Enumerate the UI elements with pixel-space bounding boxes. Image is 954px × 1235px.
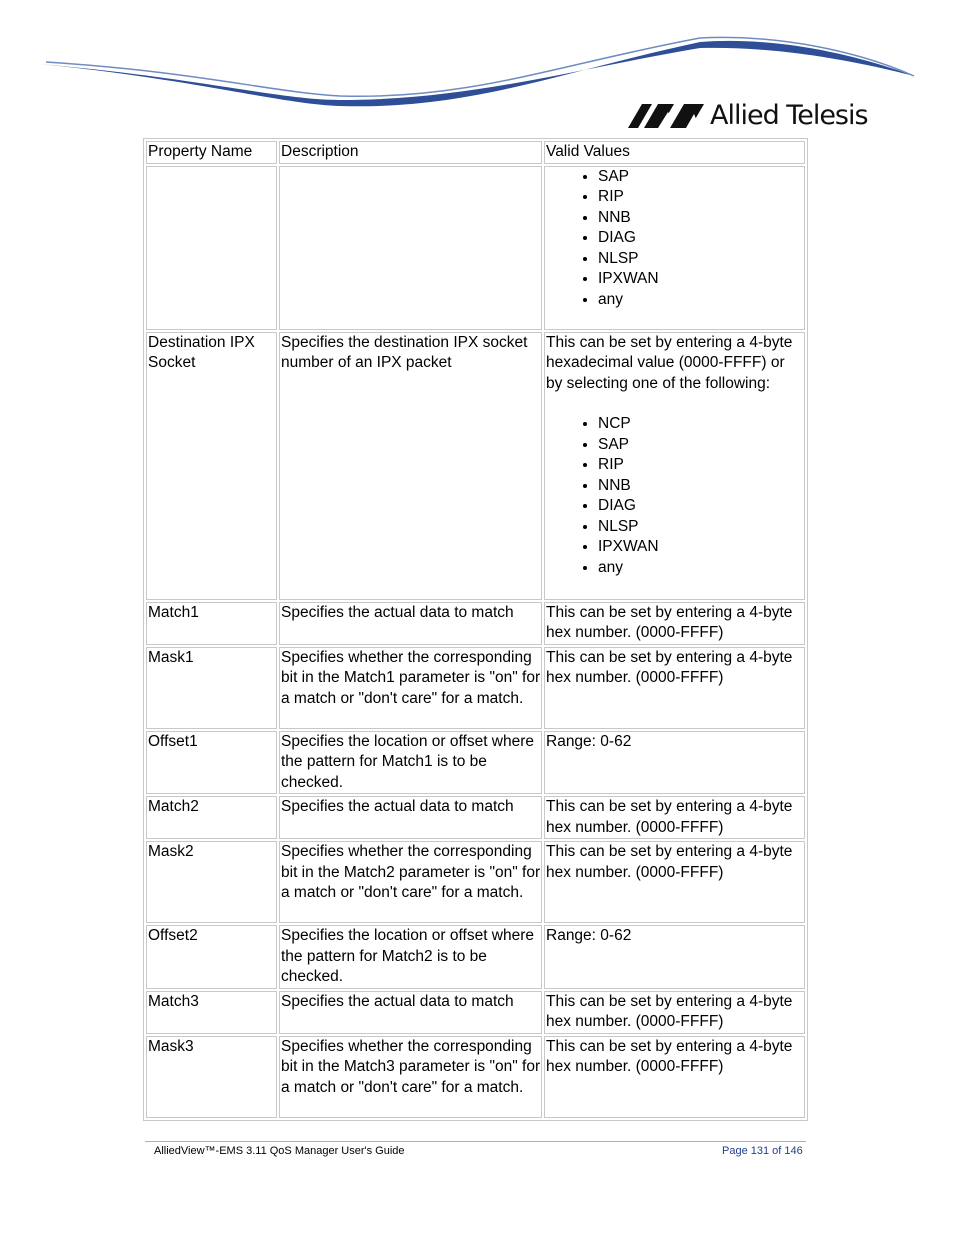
- property-name: Mask1: [146, 647, 277, 729]
- list-item: • RIP: [598, 455, 804, 476]
- footer-title: AlliedView™-EMS 3.11 QoS Manager User's Guide: [154, 1145, 405, 1157]
- property-name: Mask3: [146, 1036, 277, 1118]
- table-row: [146, 332, 805, 600]
- property-description: Specifies the actual data to match: [279, 991, 542, 1034]
- valid-values: [544, 332, 805, 600]
- list-item: • IPXWAN: [598, 269, 804, 290]
- value-list: [546, 167, 804, 311]
- valid-values: This can be set by entering a 4-byte hex number. (0000-FFFF): [544, 1036, 805, 1118]
- property-description: Specifies whether the corresponding bit in the Match1 parameter is "on" for a match or "don't care" for a match.: [279, 647, 542, 729]
- table-header-row: [146, 141, 805, 164]
- valid-values: Range: 0-62: [544, 925, 805, 989]
- table-row: [146, 647, 805, 729]
- list-item: • NNB: [598, 476, 804, 497]
- property-name: Offset2: [146, 925, 277, 989]
- list-item: • any: [598, 558, 804, 579]
- logo-mark-icon: [628, 102, 706, 130]
- property-name: [146, 166, 277, 330]
- table-row: [146, 731, 805, 795]
- column-header: Property Name: [146, 141, 277, 164]
- list-item: • NLSP: [598, 517, 804, 538]
- list-item: • NLSP: [598, 249, 804, 270]
- list-item: • SAP: [598, 167, 804, 188]
- property-table: [143, 138, 808, 1121]
- valid-values: This can be set by entering a 4-byte hex number. (0000-FFFF): [544, 796, 805, 839]
- property-description: Specifies the destination IPX socket number of an IPX packet: [279, 332, 542, 600]
- list-item: • NCP: [598, 414, 804, 435]
- property-name: Match2: [146, 796, 277, 839]
- list-item: • any: [598, 290, 804, 311]
- table-row: [146, 925, 805, 989]
- property-description: Specifies the location or offset where the pattern for Match2 is to be checked.: [279, 925, 542, 989]
- footer-page-number: Page 131 of 146: [722, 1145, 803, 1157]
- property-name: Match3: [146, 991, 277, 1034]
- property-description: Specifies whether the corresponding bit in the Match2 parameter is "on" for a match or "don't care" for a match.: [279, 841, 542, 923]
- property-name: Mask2: [146, 841, 277, 923]
- list-item: • DIAG: [598, 496, 804, 517]
- valid-values: Range: 0-62: [544, 731, 805, 795]
- valid-values: This can be set by entering a 4-byte hex number. (0000-FFFF): [544, 647, 805, 729]
- valid-values: [544, 166, 805, 330]
- property-description: Specifies whether the corresponding bit in the Match3 parameter is "on" for a match or "don't care" for a match.: [279, 1036, 542, 1118]
- allied-telesis-logo: [628, 100, 868, 132]
- table-row: [146, 166, 805, 330]
- value-list: [546, 414, 804, 578]
- list-item: • DIAG: [598, 228, 804, 249]
- valid-values: This can be set by entering a 4-byte hex number. (0000-FFFF): [544, 841, 805, 923]
- property-name: Match1: [146, 602, 277, 645]
- valid-values: This can be set by entering a 4-byte hex number. (0000-FFFF): [544, 991, 805, 1034]
- logo-text: Allied Telesis: [710, 100, 868, 131]
- table-row: [146, 796, 805, 839]
- property-description: Specifies the location or offset where the pattern for Match1 is to be checked.: [279, 731, 542, 795]
- list-item: • NNB: [598, 208, 804, 229]
- footer-divider: [145, 1141, 806, 1142]
- table-row: [146, 991, 805, 1034]
- property-description: Specifies the actual data to match: [279, 602, 542, 645]
- table-row: [146, 841, 805, 923]
- valid-values-text: This can be set by entering a 4-byte hexadecimal value (0000-FFFF) or by selecting one of the following:: [546, 333, 793, 392]
- property-name: Destination IPX Socket: [146, 332, 277, 600]
- list-item: • SAP: [598, 435, 804, 456]
- list-item: • RIP: [598, 187, 804, 208]
- valid-values: This can be set by entering a 4-byte hex number. (0000-FFFF): [544, 602, 805, 645]
- property-description: [279, 166, 542, 330]
- list-item: • IPXWAN: [598, 537, 804, 558]
- property-name: Offset1: [146, 731, 277, 795]
- table-row: [146, 1036, 805, 1118]
- column-header: Valid Values: [544, 141, 805, 164]
- property-description: Specifies the actual data to match: [279, 796, 542, 839]
- column-header: Description: [279, 141, 542, 164]
- table-row: [146, 602, 805, 645]
